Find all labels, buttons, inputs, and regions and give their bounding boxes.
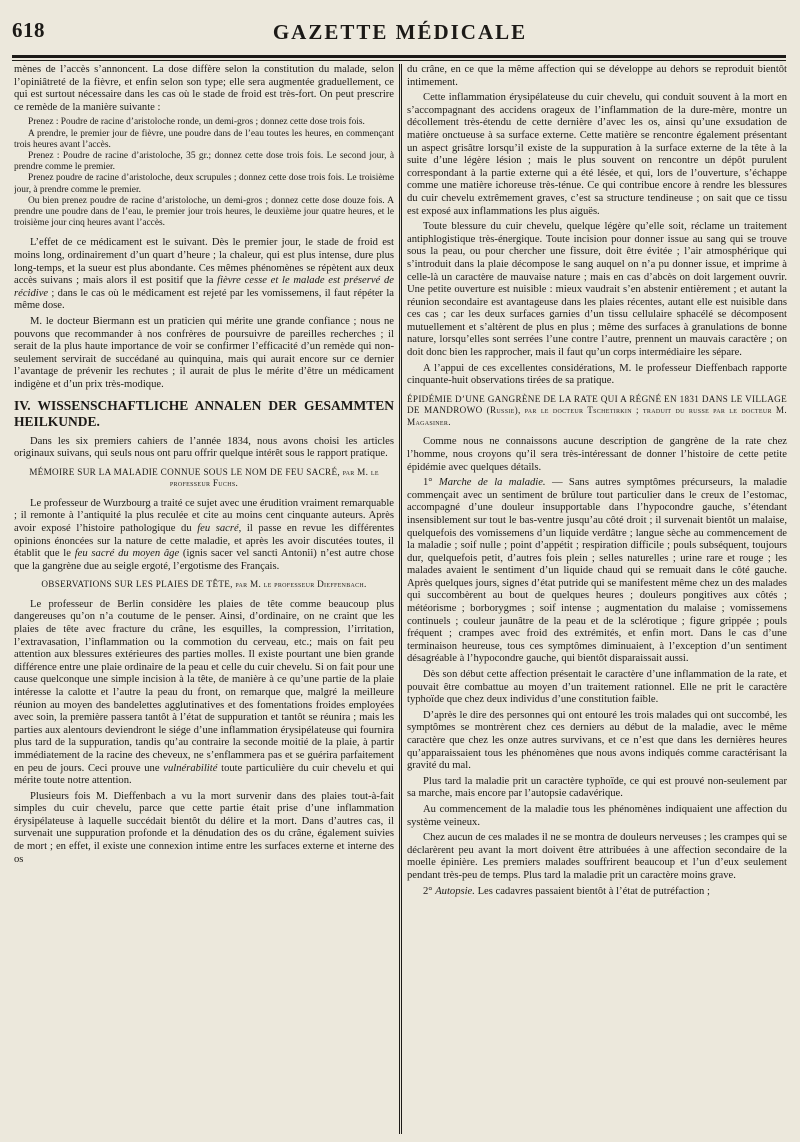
article-subheading: OBSERVATIONS SUR LES PLAIES DE TÊTE, par M. le professeur Dieffenbach. — [41, 579, 367, 590]
paragraph: 2° Autopsie. Les cadavres passaient bientôt à l’état de putréfaction ; — [423, 885, 710, 897]
paragraph: Plusieurs fois M. Dieffenbach a vu la mort survenir dans des plaies tout-à-fait simples du cuir chevelu, parce que cette partie était prise d’une inflammation érysipélateuse à laquelle succédait bientôt du délire et la mort. Dans d’autres cas, il survenait une suppuration profonde et la dénudation des os du crâne, également suivies de mort ; en effet, il existe une connexion intime entre les surfaces externe et interne des os — [14, 790, 394, 865]
header-rule — [12, 55, 786, 58]
header-rule-thin — [12, 60, 786, 61]
paragraph: du crâne, en ce que la même affection qui se développe au dehors se reproduit bientôt intimement. — [407, 64, 787, 88]
page-number: 618 — [12, 18, 45, 42]
article-subheading: MÉMOIRE SUR LA MALADIE CONNUE SOUS LE NOM DE FEU SACRÉ, par M. le professeur Fuchs. — [29, 466, 379, 489]
page-header — [12, 18, 788, 58]
prescription-block — [14, 117, 394, 229]
prescription: Prenez : Poudre de racine d’aristoloche ronde, un demi-gros ; donnez cette dose trois fois. — [28, 117, 365, 128]
paragraph: Comme nous ne connaissons aucune description de gangrène de la rate chez l’homme, nous croyons qu’il sera très-intéressant de donner l’histoire de cette petite épidémie avec quelques détails. — [407, 436, 787, 473]
prescription: Ou bien prenez poudre de racine d’aristoloche, un demi-gros ; donnez cette dose douze fois. A prendre une poudre dans de l’eau, le premier jour trois heures, le deuxième jour quatre heures, et le troisième jour cinq heures avant l’accès. — [14, 195, 394, 229]
paragraph: A l’appui de ces excellentes considérations, M. le professeur Dieffenbach rapporte cinquante-huit observations tirées de sa pratique. — [407, 362, 787, 387]
right-column — [407, 64, 787, 1134]
paragraph: Cette inflammation érysipélateuse du cuir chevelu, qui conduit souvent à la mort en s’accompagnant des accidens orageux de l’inflammation de la dure-mère, montre un décollement très-étendu de cette dernière d’avec les os, ainsi qu’une exsudation de matière onctueuse à sa surface externe. Cette matière se rencontre également présentant un aspect grisâtre lorsqu’il existe de la suppuration à la surface externe de la tête à la suite d’une légère lésion ; mais le plus souvent on rencontre un dépôt purulent correspondant à la partie externe qui a été lésée, et qui, lors de l’ouverture, s’échappe comme une matière ichoreuse très-ténue. Ce qui contribue encore à rendre les blessures du cuir chevelu extrêmement graves, c’est sa structure tendineuse ; on sait que ce tissu est exposé aux inflammations les plus aiguës. — [407, 92, 787, 217]
article-subheading: ÉPIDÉMIE D’UNE GANGRÈNE DE LA RATE QUI A RÉGNÉ EN 1831 DANS LE VILLAGE DE MANDROWO (Russie), par le docteur Tschetirkin ; traduit du russe par le docteur M. Magasiner. — [407, 393, 787, 427]
prescription: Prenez : Poudre de racine d’aristoloche, 35 gr.; donnez cette dose trois fois. Le second jour, à prendre comme le premier. — [14, 150, 394, 173]
paragraph: 1° Marche de la maladie. — Sans autres symptômes précurseurs, la maladie commençait avec un sentiment de brûlure tout particulier dans le creux de l’estomac, accompagné d’une douleur insupportable dans l’hypocondre gauche, s’étendant insensiblement sur tout le bas-ventre jusqu’au côté droit ; il survenait bientôt un malaise, quelquefois des vomissemens d’un liquide verdâtre ; langue sèche au commencement de la maladie ; soif nulle ; point d’appétit ; respiration difficile ; pouls subséquent, toujours dur, quelquefois petit, d’autres fois plein ; selles naturelles ; urine rare et rouge ; les malades avaient le sentiment d’un liquide chaud qui se remuait dans le côté gauche. Après quelques jours, signes d’état putride qui se manifestent même chez un des malades qui succombèrent au bout de quelques heures ; douleurs pongitives aux côtés ; météorisme ; borborygmes ; soif intense ; augmentation du malaise ; vomissemens continuels ; couleur jaunâtre de la peau et de la sclérotique ; figure grippée ; pouls fréquent ; crampes avec froid des extrémités, et enfin mort. Dans le cas d’une terminaison heureuse, tous ces symptômes diminuaient, à l’exception d’un sentiment désagréable à l’hypocondre gauche, qui bientôt disparaissait aussi. — [407, 477, 787, 665]
paragraph: M. le docteur Biermann est un praticien qui mérite une grande confiance ; nous ne pouvons que recommander à nos confrères de poursuivre de pareilles recherches ; il serait de la plus haute importance de voir se confirmer l’efficacité d’un remède qui non-seulement servirait de succédané au quinquina, mais qui aurait encore sur ce dernier l’avantage de prévenir les rechutes ; il aurait de plus le mérite d’être un médicament indigène et d’un prix très-modique. — [14, 315, 394, 390]
paragraph: mènes de l’accès s’annoncent. La dose diffère selon la constitution du malade, selon l’opiniâtreté de la fièvre, et enfin selon son type; elle sera augmentée graduellement, ce qui est surtout nécessaire dans les cas où le stade de froid est très-fort. On peut prescrire ce remède de la manière suivante : — [14, 64, 394, 113]
paragraph: Au commencement de la maladie tous les phénomènes indiquaient une affection du système veineux. — [407, 803, 787, 828]
section-heading: IV. WISSENSCHAFTLICHE ANNALEN DER GESAMMTEN HEILKUNDE. — [14, 397, 394, 429]
paragraph: L’effet de ce médicament est le suivant. Dès le premier jour, le stade de froid est moins long, ordinairement d’un quart d’heure ; la chaleur, qui est plus intense, dure plus long-temps, et la sueur est plus abondante. Ces mêmes phénomènes se répètent aux deux accès suivans ; mais alors il est positif que la fièvre cesse et le malade est préservé de récidive ; dans le cas où le médicament est rejeté par les vomissemens, il faut répéter la même dose. — [14, 237, 394, 312]
left-column — [14, 64, 394, 1134]
paragraph: Plus tard la maladie prit un caractère typhoïde, ce qui est prouvé non-seulement par sa marche, mais encore par l’autopsie cadavérique. — [407, 775, 787, 800]
paragraph: D’après le dire des personnes qui ont entouré les trois malades qui ont succombé, les symptômes se montrèrent chez ces derniers au début de la maladie, avec le même caractère que chez les onze autres survivans, et ce n’est que dans les dernières heures qu’apparaissaient tous les phénomènes que nous avons indiqués comme caractérisant la gravité du mal. — [407, 709, 787, 772]
paragraph: Toute blessure du cuir chevelu, quelque légère qu’elle soit, réclame un traitement antiphlogistique très-énergique. Toute incision pour donner issue au sang qui se trouve sous la peau, ou pour chercher une fissure, doit être évitée ; l’air atmosphérique qui s’introduit dans la plaie décompose le sang auquel on n’a pu donner issue, et imprime à celle-là un caractère de mauvaise nature ; mais en cas d’abcès on doit largement ouvrir. Une petite ouverture est nuisible : mieux vaudrait s’en abstenir entièrement ; et autant la réunion secondaire est avantageuse dans les plaies récentes, autant elle est nuisible dans ces cas ; car les deux surfaces garnies d’un tissu cellulaire sphacélé se décomposent mutuellement et s’altèrent de plus en plus ; même des surfaces à granulations de bonne nature, lorsqu’elles sont serrées l’une contre l’autre, prennent un mauvais caractère ; on doit donc bien les rapprocher, mais il faut qu’un corps intermédiaire les sépare. — [407, 221, 787, 359]
prescription: A prendre, le premier jour de fièvre, une poudre dans de l’eau toutes les heures, en commençant trois heures avant l’accès. — [14, 128, 394, 150]
paragraph: Dès son début cette affection présentait le caractère d’une inflammation de la rate, et pouvait être combattue au moyen d’un traitement rationnel. Elle ne prit le caractère typhoïde que chez deux individus d’une constitution faible. — [407, 669, 787, 706]
prescription: Prenez poudre de racine d’aristoloche, deux scrupules ; donnez cette dose trois fois. Le troisième jour, à prendre comme le premier. — [14, 173, 394, 195]
paragraph: Le professeur de Berlin considère les plaies de tête comme beaucoup plus dangereuses qu’on n’a coutume de le penser. Ainsi, d’ordinaire, on ne craint que les plaies de tête avec fracture du crâne, les esquilles, la compression, l’irritation, l’extravasation, l’inflammation ou la commotion du cerveau, etc.; mais on fait peu attention aux blessures extérieures des parties molles. Il existe pourtant une bien grande différence entre une plaie ordinaire de la peau et celle du cuir chevelu. Si on fait pour une cause quelconque une simple incision à la tête, de manière à ce qu’une partie de la plaie intéresse la calotte et l’autre la peau du front, on remarque que, malgré la meilleure réunion au moyen des bandelettes agglutinatives et des fomentations froides employées avec soin, la première passera tantôt à l’état de suppuration et tantôt se réunira ; mais les parties aux alentours deviendront le siége d’une inflammation érysipélateuse qui fournira plus tard de la suppuration, tandis qu’au contraire la seconde moitié de la plaie, à partir immédiatement de la racine des cheveux, ne s’enflammera pas et se guérira parfaitement en peu de jours. Ceci prouve une vulnérabilité toute particulière du cuir chevelu et qui mérite toute notre attention. — [14, 598, 394, 787]
column-divider — [399, 64, 402, 1134]
paragraph: Le professeur de Wurzbourg a traité ce sujet avec une érudition vraiment remarquable ; il remonte à l’antiquité la plus reculée et cite au moins cent cinquante auteurs. Après avoir exposé l’histoire pathologique du feu sacré, il passe en revue les différentes opinions énoncées sur la nature de cette maladie, et après les avoir discutées toutes, il établit que le feu sacré du moyen âge (ignis sacer vel sancti Antonii) n’est autre chose que la gangrène due au seigle ergoté, l’ergotisme des Français. — [14, 497, 394, 572]
publication-title: GAZETTE MÉDICALE — [272, 20, 528, 44]
paragraph: Chez aucun de ces malades il ne se montra de douleurs nerveuses ; les crampes qui se déclarèrent peu avant la mort doivent être attribuées à une affection secondaire de la moelle épinière. Les premiers malades souffrirent beaucoup et l’un d’eux seulement pendant très-peu de temps. Plus tard la maladie prit un caractère moins grave. — [407, 832, 787, 881]
paragraph: Dans les six premiers cahiers de l’année 1834, nous avons choisi les articles originaux suivans, qui seuls nous ont paru offrir quelque intérêt sous le rapport pratique. — [14, 435, 394, 460]
